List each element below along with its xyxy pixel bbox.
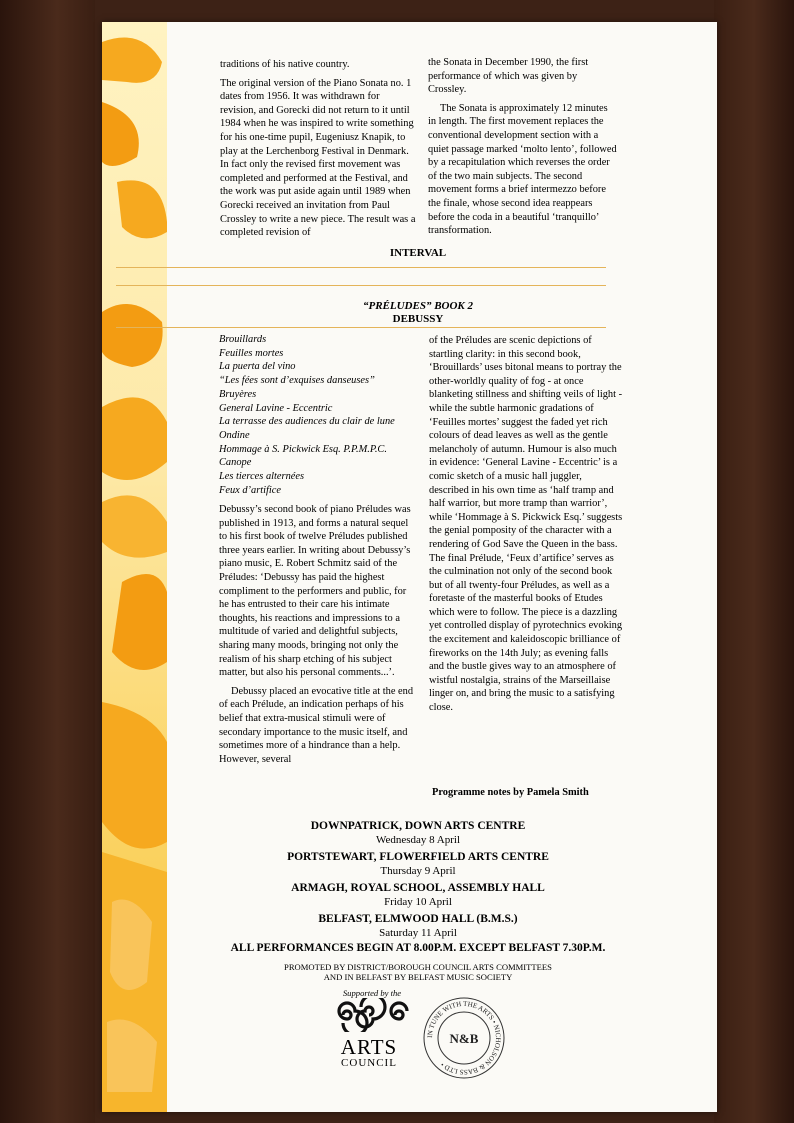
programme-notes-credit: Programme notes by Pamela Smith [432, 787, 589, 798]
list-item: Bruyères [219, 388, 257, 400]
venue-name: DOWNPATRICK, DOWN ARTS CENTRE [310, 820, 526, 832]
promoted-line: PROMOTED BY DISTRICT/BOROUGH COUNCIL ARTS COMMITTEES [284, 962, 552, 972]
venue-name: PORTSTEWART, FLOWERFIELD ARTS CENTRE [287, 851, 549, 863]
paragraph: The original version of the Piano Sonata no. 1 dates from 1956. It was withdrawn for revision, and Gorecki did not return to it until 1984 when he was inspired to write something for his one-time pupil, Eugeniusz Knapik, to play at the Lerchenborg Festival in Denmark. In fact only the revised first movement was completed and performed at the Festival, and the work was put aside again until 1989 when Gorecki received an invitation from Paul Crossley to write a new piece. The result was a completed revision of [220, 77, 416, 239]
spiral-logo-icon [329, 998, 409, 1032]
arts-council-logo [329, 998, 409, 1069]
venue-item [218, 819, 618, 847]
performance-time-note: ALL PERFORMANCES BEGIN AT 8.00P.M. EXCEPT BELFAST 7.30P.M. [230, 942, 606, 954]
composer-name: DEBUSSY [392, 313, 444, 325]
nicholson-bass-seal [422, 996, 506, 1080]
background-left [0, 0, 95, 1123]
list-item: Canope [219, 457, 252, 469]
arts-council-wordmark-sub: COUNCIL [341, 1057, 397, 1069]
interval-heading: INTERVAL [389, 247, 447, 259]
venue-item [218, 912, 618, 940]
promoted-line: AND IN BELFAST BY BELFAST MUSIC SOCIETY [323, 972, 513, 982]
list-item: Feuilles mortes [219, 347, 284, 359]
paragraph: of the Préludes are scenic depictions of startling clarity: in this second book, ‘Brouillards’ uses bitonal means to portray the other-worldly quality of fog - at once blanketing stillness and shifting veils of light - while the subtle harmonic gradations of ‘Feuilles mortes’ suggest the faded yet rich colours of dead leaves as well as the gentle melancholy of autumn. Humour is also much in evidence: ‘General Lavine - Eccentric’ is a comic sketch of a music hall juggler, described in his own time as ‘half tramp and half warrior, but more tramp than warrior’, while ‘Hommage à S. Pickwick Esq.’ suggests the genial pomposity of the character with a rendering of God Save the Queen in the bass. The final Prélude, ‘Feux d’artifice’ serves as the culmination not only of the second book but of all twenty-four Préludes, as well as a foretaste of the masterful books of Etudes which were to follow. The piece is a dazzling yet controlled display of pyrotechnics evoking the excitement and kaleidoscopic brilliance of fireworks on the 14th July; as evening falls and the bustle gives way to an atmosphere of wistful nostalgia, strains of the Marseillaise linger on, and bring the music to a satisfying close. [429, 335, 623, 714]
venue-list [218, 819, 618, 943]
work-title: “PRÉLUDES” BOOK 2 [362, 300, 474, 312]
list-item: Feux d’artifice [219, 484, 282, 496]
list-item: General Lavine - Eccentric [219, 402, 333, 414]
supported-by-label: Supported by the [342, 988, 402, 998]
paragraph: the Sonata in December 1990, the first performance of which was given by Crossley. [428, 57, 589, 96]
seal-monogram: N&B [449, 1031, 479, 1046]
divider [116, 267, 606, 268]
top-right-column [428, 56, 618, 238]
venue-name: ARMAGH, ROYAL SCHOOL, ASSEMBLY HALL [291, 882, 545, 894]
background-right [714, 0, 794, 1123]
venue-date: Thursday 9 April [380, 865, 456, 877]
divider [116, 327, 606, 328]
paragraph: Debussy’s second book of piano Préludes was published in 1913, and forms a natural sequel to his first book of twelve Préludes published three years earlier. In writing about Debussy’s piano music, E. Robert Schmitz said of the Préludes: ‘Debussy has paid the highest compliment to the performers and public, for he has entrusted to their care his intimate thoughts, his reactions and impressions to a multitude of varied and delightful subjects, sharing many moods, bringing not only the realism of his sharp etching of his subject matter, but also his personal comments...’. [219, 504, 411, 679]
bottom-right-column [429, 334, 623, 715]
bottom-left-column [219, 503, 415, 766]
list-item: Ondine [219, 429, 250, 441]
venue-item [218, 850, 618, 878]
list-item: La terrasse des audiences du clair de lune [219, 416, 395, 428]
paragraph: traditions of his native country. [220, 59, 350, 70]
list-item: Hommage à S. Pickwick Esq. P.P.M.P.C. [219, 443, 387, 455]
venue-item [218, 881, 618, 909]
list-item: Brouillards [219, 334, 267, 345]
paragraph: The Sonata is approximately 12 minutes in length. The first movement replaces the conventional development section with a quiet passage marked ‘molto lento’, followed by a recapitulation which reverses the order of the two main subjects. The second movement forms a brief intermezzo before the finale, whose second idea reappears before the coda in a beautiful ‘tranquillo’ transformation. [428, 102, 617, 237]
venue-name: BELFAST, ELMWOOD HALL (B.M.S.) [318, 913, 518, 925]
decorative-stripe [102, 22, 167, 1112]
top-left-column [220, 58, 416, 240]
seal-ring-text: IN TUNE WITH THE ARTS • NICHOLSON & BASS LTD • [425, 999, 503, 1077]
divider [116, 285, 606, 286]
list-item: La puerta del vino [219, 361, 296, 373]
promoted-by-note [218, 962, 618, 982]
list-item: Les tierces alternées [219, 471, 305, 483]
venue-date: Friday 10 April [384, 896, 452, 908]
prelude-list [219, 333, 395, 497]
venue-date: Saturday 11 April [379, 927, 457, 939]
paragraph: Debussy placed an evocative title at the end of each Prélude, an indication perhaps of his belief that extra-musical stimuli were of secondary importance to the music itself, and sometimes more of a hindrance than a help. However, several [219, 685, 414, 765]
list-item: “Les fées sont d’exquises danseuses” [219, 375, 375, 387]
venue-date: Wednesday 8 April [375, 834, 461, 846]
arts-council-wordmark: ARTS [340, 1035, 398, 1059]
